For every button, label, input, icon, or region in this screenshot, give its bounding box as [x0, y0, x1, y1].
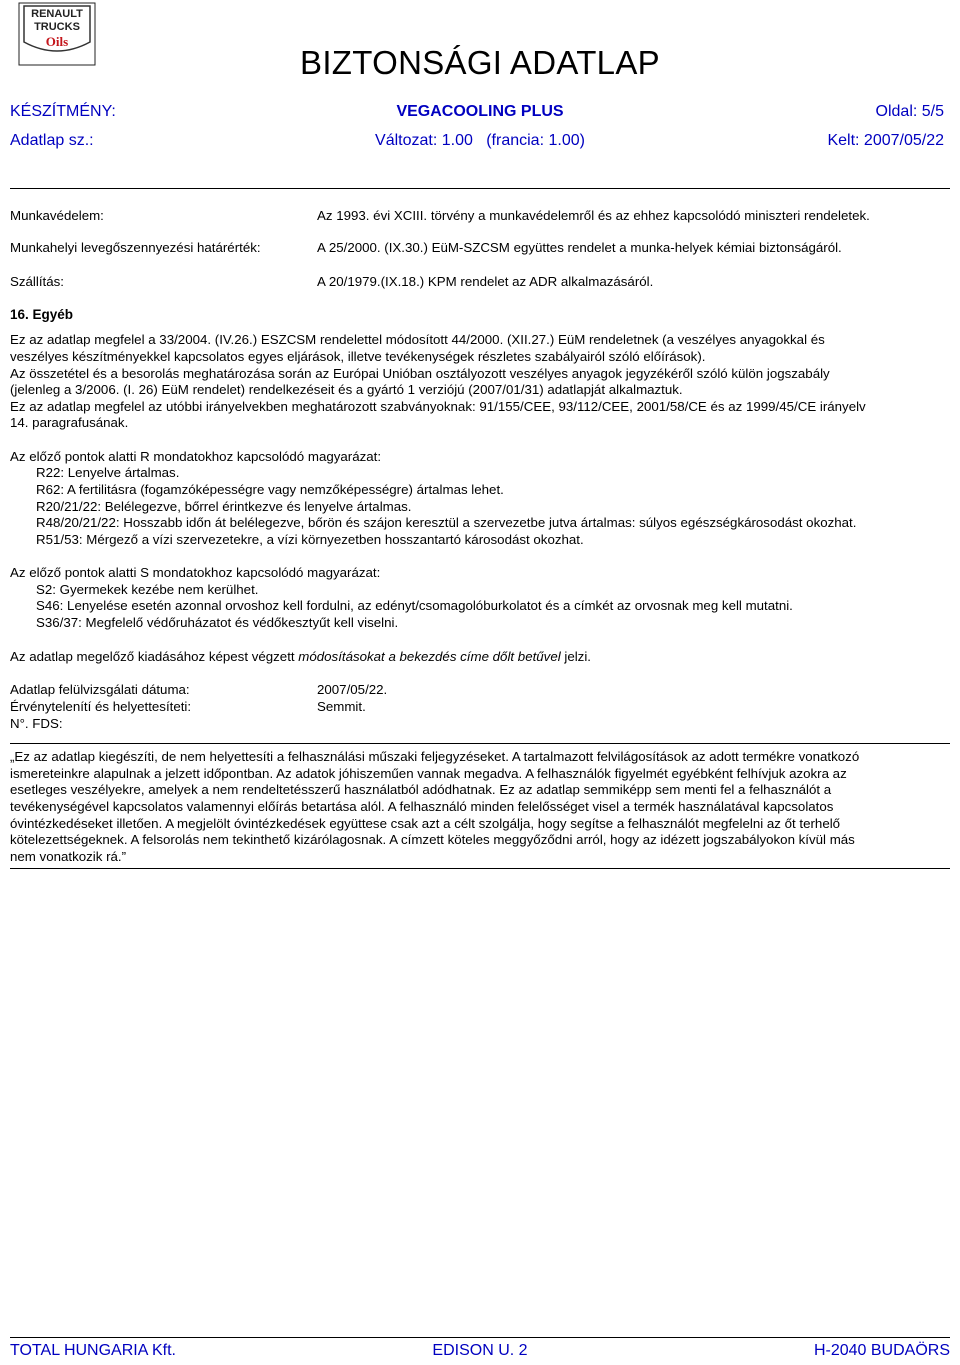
- modification-note-suffix: jelzi.: [560, 649, 591, 664]
- regulation-label: Munkavédelem:: [10, 208, 104, 223]
- modification-note-prefix: Az adatlap megelőző kiadásához képest végzett: [10, 649, 299, 664]
- s-phrase: S2: Gyermekek kezébe nem kerülhet.: [36, 582, 259, 597]
- r-phrase: R51/53: Mérgező a vízi szervezetekre, a vízi környezetben hosszantartó károsodást okozhat.: [36, 532, 584, 547]
- disclaimer-line: esetleges veszélyekre, amelyek a nem rendeltetésszerű használatból adódhatnak. Ez az adatlap semmiképp sem menti fel a felhasználót a: [10, 782, 832, 797]
- disclaimer-line: „Ez az adatlap kiegészíti, de nem helyettesíti a felhasználási műszaki feljegyzéseket. A tartalmazott felvilágosítások az adott termékre vonatkozó: [10, 749, 860, 764]
- paragraph-line: Az összetétel és a besorolás meghatározása során az Európai Unióban osztályozott veszélyes anyagok jegyzékéről szóló külön jogszabály: [10, 366, 830, 381]
- paragraph-line: 14. paragrafusának.: [10, 415, 129, 430]
- logo-line1: RENAULT: [31, 8, 83, 20]
- page-number: Oldal: 5/5: [875, 103, 944, 120]
- section-title: 16. Egyéb: [10, 307, 74, 322]
- paragraph-line: (jelenleg a 3/2006. (I. 26) EüM rendelet) rendelkezéseit és a gyártó 1 verziójú (2007/01/31) adatlapját alkalmaztuk.: [10, 382, 683, 397]
- s-phrase: S46: Lenyelése esetén azonnal orvoshoz kell fordulni, az edényt/csomagolóburkolatot és a címkét az orvosnak meg kell mutatni.: [36, 598, 793, 613]
- logo-line2: TRUCKS: [34, 21, 80, 33]
- disclaimer-line: nem vonatkozik rá.”: [10, 849, 127, 864]
- product-name: VEGACOOLING PLUS: [396, 103, 564, 120]
- paragraph-line: veszélyes készítményekkel kapcsolatos egyes eljárások, illetve tevékenységek részletes szabályairól szóló előírások).: [10, 349, 706, 364]
- issue-date: Kelt: 2007/05/22: [827, 132, 944, 149]
- regulation-value: A 25/2000. (IX.30.) EüM-SZCSM együttes rendelet a munka-helyek kémiai biztonságáról.: [317, 240, 842, 255]
- s-phrase: S36/37: Megfelelő védőruházatot és védőkesztyűt kell viselni.: [36, 615, 399, 630]
- r-phrase: R22: Lenyelve ártalmas.: [36, 465, 180, 480]
- disclaimer-line: óvintézkedéseket illetően. A megjelölt óvintézkedések együttese csak azt a célt szolgálja, hogy segítse a felhasználót megfelelni az őt terhelő: [10, 816, 841, 831]
- footer-company: TOTAL HUNGARIA Kft.: [10, 1342, 176, 1359]
- regulation-value: Az 1993. évi XCIII. törvény a munkavédelemről és az ehhez kapcsolódó miniszteri rendeletek.: [317, 208, 870, 223]
- paragraph-line: Ez az adatlap megfelel az utóbbi irányelvekben meghatározott szabványoknak: 91/155/CEE, 93/112/CEE, 2001/58/CE és az 1999/45/CE irányelv: [10, 399, 866, 414]
- sheet-number-label: Adatlap sz.:: [10, 132, 94, 149]
- footer-city: H-2040 BUDAÖRS: [813, 1342, 950, 1359]
- disclaimer-line: tevékenységével kapcsolatos valamennyi előírás betartása alól. A felhasználó minden felelősséget visel a termék használatával kapcsolatos: [10, 799, 834, 814]
- r-phrase: R48/20/21/22: Hosszabb időn át belélegezve, bőrön és szájon keresztül a szervezetbe jutva ártalmas: súlyos egészségkárosodást okozhat.: [36, 515, 857, 530]
- disclaimer-top-divider: [10, 743, 950, 744]
- disclaimer-line: ismereteinkre alapulnak a jelzett időpontban. Az adatok jóhiszeműen vannak megadva. A felhasználók figyelmét egyébként felhívjuk azokra az: [10, 766, 847, 781]
- modification-note-italic: módosításokat a bekezdés címe dőlt betűvel: [298, 649, 561, 664]
- r-phrase: R62: A fertilitásra (fogamzóképességre vagy nemzőképességre) ártalmas lehet.: [36, 482, 504, 497]
- regulation-label: Szállítás:: [10, 274, 64, 289]
- regulation-label: Munkahelyi levegőszennyezési határérték:: [10, 240, 261, 255]
- r-phrase: R20/21/22: Belélegezve, bőrrel érintkezve és lenyelve ártalmas.: [36, 499, 412, 514]
- footer-divider: [10, 1337, 950, 1338]
- regulation-value: A 20/1979.(IX.18.) KPM rendelet az ADR alkalmazásáról.: [317, 274, 654, 289]
- r-phrases-intro: Az előző pontok alatti R mondatokhoz kapcsolódó magyarázat:: [10, 449, 382, 464]
- footer-address: EDISON U. 2: [432, 1342, 528, 1359]
- review-date-label: Adatlap felülvizsgálati dátuma:: [10, 682, 190, 697]
- modification-note: [10, 649, 946, 666]
- supersedes-label: Érvénytelenítí és helyettesíteti:: [10, 699, 192, 714]
- manufacturer-label: KÉSZÍTMÉNY:: [10, 103, 116, 120]
- review-date-value: 2007/05/22.: [317, 682, 388, 697]
- s-phrases-intro: Az előző pontok alatti S mondatokhoz kapcsolódó magyarázat:: [10, 565, 381, 580]
- version-info: Változat: 1.00 (francia: 1.00): [375, 132, 585, 149]
- logo-line3: Oils: [45, 34, 69, 49]
- paragraph-line: Ez az adatlap megfelel a 33/2004. (IV.26.) ESZCSM rendelettel módosított 44/2000. (XII.27.) EüM rendeletnek (a veszélyes anyagokkal és: [10, 332, 825, 347]
- header-divider: [10, 188, 950, 189]
- fds-number-label: N°. FDS:: [10, 716, 63, 731]
- supersedes-value: Semmit.: [317, 699, 366, 714]
- disclaimer-line: kötelezettségeknek. A felsorolás nem tekinthető kizárólagosnak. A címzett köteles meggyőződni arról, hogy az idézett jogszabályokon kívül más: [10, 832, 855, 847]
- disclaimer-bottom-divider: [10, 868, 950, 869]
- document-title: BIZTONSÁGI ADATLAP: [300, 44, 660, 81]
